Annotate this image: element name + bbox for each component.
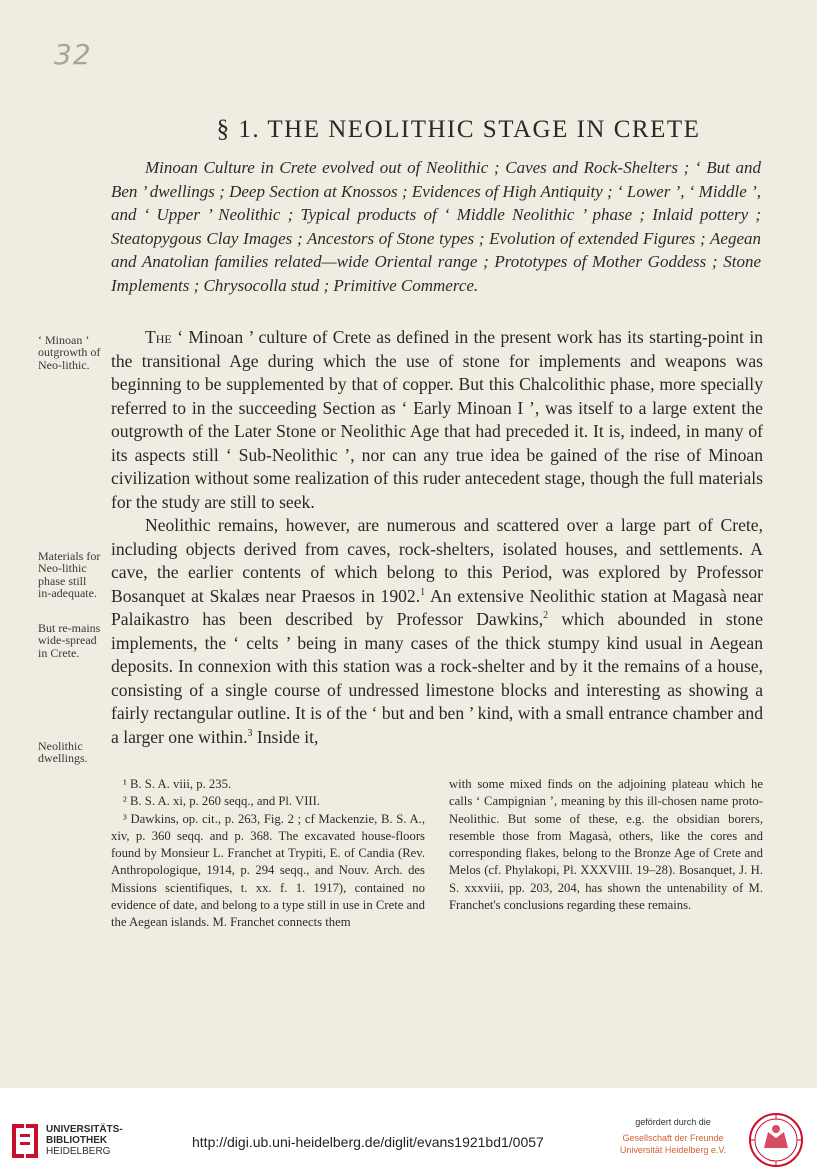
body-text: [111, 326, 763, 749]
margin-note-minoan: ‘ Minoan ’ outgrowth of Neo-lithic.: [38, 333, 101, 372]
paragraph-1-lead: The: [145, 327, 172, 347]
footnote-ref-3[interactable]: 3: [247, 727, 253, 739]
pencil-page-number: 32: [54, 38, 92, 71]
funder-name-line2: Universität Heidelberg e.V.: [619, 1145, 727, 1155]
digitization-footer: [0, 1088, 817, 1172]
margin-note-dwellings: Neolithic dwellings.: [38, 739, 88, 766]
margin-note-widespread: But re-mains wide-spread in Crete.: [38, 621, 101, 660]
footnote-3-continued: with some mixed finds on the adjoining plateau which he calls ‘ Campignian ’, meaning by this ill-chosen name proto-Neolithic. But some of these, e.g. the obsidian borers, resemble those from Magasà, others, like the cores and corresponding flakes, belong to the Bronze Age of Crete and Melos (cf. Phylakopi, Pl. XXXVIII. 19–28). Bosanquet, J. H. S. xxxviii, pp. 203, 204, has shown the untenability of M. Franchet's conclusions regarding these remains.: [449, 777, 763, 913]
paragraph-2-text-a: Neolithic remains, however, are numerous and scattered over a large part of Crete, including objects derived from caves, rock-shelters, isolated houses, and settlements. A cave, the earlier contents of which belong to this Period, was explored by Professor Bosanquet at Skalæs near Praesos in 1902.: [111, 515, 763, 606]
university-library-logo-icon: [8, 1120, 42, 1162]
library-name-line2: BIBLIOTHEK: [46, 1135, 108, 1146]
section-abstract: Minoan Culture in Crete evolved out of Neolithic ; Caves and Rock-Shelters ; ‘ But and Ben ’ dwellings ; Deep Section at Knossos ; Evidences of High Antiquity ; ‘ Lower ’, ‘ Middle ’, and ‘ Upper ’ Neolithic ; Typical products of ‘ Middle Neolithic ’ phase ; Inlaid pottery ; Steatopygous Clay Images ; Ancestors of Stone types ; Evolution of extended Figures ; Aegean and Anatolian families related—wide Oriental range ; Prototypes of Mother Goddess ; Stone Implements ; Chrysocolla stud ; Primitive Commerce.: [111, 158, 761, 295]
library-name: [46, 1124, 123, 1157]
paragraph-2: [111, 514, 763, 749]
footnote-1: ¹ B. S. A. viii, p. 235.: [123, 777, 232, 791]
funder-name-line1: Gesellschaft der Freunde: [622, 1133, 724, 1143]
permalink-url[interactable]: http://digi.ub.uni-heidelberg.de/diglit/evans1921bd1/0057: [192, 1134, 544, 1150]
footnotes: [111, 776, 763, 932]
funded-by-label: gefördert durch die: [635, 1117, 711, 1127]
university-seal-icon: [748, 1112, 804, 1168]
margin-note-materials: Materials for Neo-lithic phase still in-adequate.: [38, 549, 101, 601]
paragraph-2-text-c: which abounded in stone implements, the ‘ celts ’ being in many cases of the thick stumpy kind usual in Aegean deposits. In connexion with this station was a rock-shelter and by it the remains of a house, consisting of a single course of undressed limestone blocks and interesting as showing a fairly rectangular outline. It is of the ‘ but and ben ’ kind, with a small entrance chamber and a larger one within.: [111, 609, 764, 747]
paragraph-2-text-b: An extensive Neolithic station at Magasà near Palaikastro has been described by Professor Dawkins,: [111, 585, 763, 629]
footnote-ref-1[interactable]: 1: [420, 586, 426, 598]
footnotes-right-column: [449, 776, 763, 932]
footnote-ref-2[interactable]: 2: [543, 610, 549, 622]
library-name-line1: UNIVERSITÄTS-: [46, 1124, 123, 1135]
footnote-3: ³ Dawkins, op. cit., p. 263, Fig. 2 ; cf Mackenzie, B. S. A., xiv, p. 360 seqq. and p. 368. The excavated house-floors found by Monsieur L. Franchet at Trypiti, E. of Candia (Rev. Anthropologique, 1914, p. 294 seqq., and Nouv. Arch. des Missions scientifiques, t. xx. f. 1. 1917), contained no evidence of date, and belong to a type still in use in Crete and the Aegean islands. M. Franchet connects them: [111, 811, 425, 930]
paragraph-1-text: ‘ Minoan ’ culture of Crete as defined in the present work has its starting-point in the transitional Age during which the use of stone for implements and weapons was beginning to be supplemented by that of copper. But this Chalcolithic phase, more specially referred to in the succeeding Section as ‘ Early Minoan I ’, was itself to a large extent the outgrowth of the Later Stone or Neolithic Age that had preceded it. It is, indeed, in many of its aspects still ‘ Sub-Neolithic ’, nor can any true idea be gained of the rise of Minoan civilization without some realization of this ruder antecedent stage, though the full materials for the study are still to seek.: [111, 327, 763, 512]
funding-notice: [608, 1116, 738, 1156]
library-name-line3: HEIDELBERG: [46, 1146, 111, 1157]
paragraph-2-text-d: Inside it,: [252, 726, 319, 747]
footnotes-left-column: [111, 776, 425, 932]
section-heading: § 1. THE NEOLITHIC STAGE IN CRETE: [216, 116, 701, 143]
footnote-2: ² B. S. A. xi, p. 260 seqq., and Pl. VIII.: [123, 794, 321, 809]
paragraph-1: [111, 326, 763, 514]
